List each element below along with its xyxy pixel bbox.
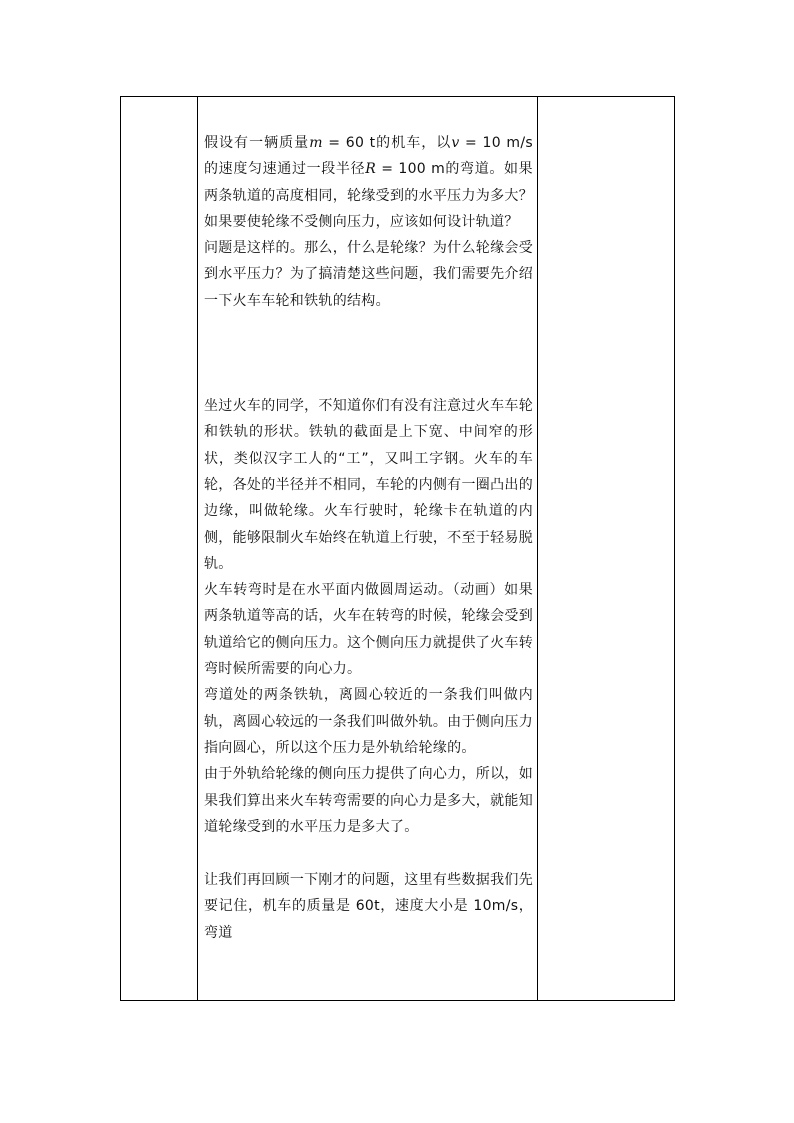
left-empty-cell xyxy=(121,97,198,1001)
radius-symbol: R xyxy=(365,161,377,178)
velocity-symbol: v xyxy=(451,135,460,151)
wheel-rail-paragraph: 坐过火车的同学，不知道你们有没有注意过火车车轮和铁轨的形状。铁轨的截面是上下宽、中间窄的形状，类似汉字工人的“工”，又叫工字钢。火车的车轮，各处的半径并不相同，车轮的内侧有一圈凸出的边缘，叫做轮缘。火车行驶时，轮缘卡在轨道的内侧，能够限制火车始终在轨道上行驶，不至于轻易脱轨。 xyxy=(204,398,533,572)
content-cell xyxy=(198,97,538,1001)
inner-outer-rail-paragraph: 弯道处的两条铁轨，离圆心较近的一条我们叫做内轨，离圆心较远的一条我们叫做外轨。由于侧向压力指向圆心，所以这个压力是外轨给轮缘的。 xyxy=(204,687,533,756)
right-empty-cell xyxy=(538,97,675,1001)
table-row xyxy=(121,97,675,1001)
problem-paragraph: 假设有一辆质量m = 60 t的机车，以v = 10 m/s的速度匀速通过一段半径R = 100 m的弯道。如果两条轨道的高度相同，轮缘受到的水平压力为多大？如果要使轮缘不受侧向压力，应该如何设计轨道？ xyxy=(204,135,533,230)
intro-paragraph: 问题是这样的。那么，什么是轮缘？为什么轮缘会受到水平压力？为了搞清楚这些问题，我们需要先介绍一下火车车轮和铁轨的结构。 xyxy=(204,240,533,309)
velocity-value: = 10 m/s xyxy=(459,135,533,151)
content-text xyxy=(198,97,537,946)
spacer xyxy=(204,314,533,393)
mass-symbol: m xyxy=(309,135,323,151)
radius-value: = 100 m xyxy=(376,161,446,178)
centripetal-paragraph: 由于外轨给轮缘的侧向压力提供了向心力，所以，如果我们算出来火车转弯需要的向心力是多大，就能知道轮缘受到的水平压力是多大了。 xyxy=(204,766,533,835)
lesson-table xyxy=(120,96,675,1001)
spacer xyxy=(204,840,533,867)
review-paragraph: 让我们再回顾一下刚才的问题，这里有些数据我们先要记住，机车的质量是 60t，速度大小是 10m/s，弯道 xyxy=(204,872,533,941)
turning-paragraph: 火车转弯时是在水平面内做圆周运动。（动画）如果两条轨道等高的话，火车在转弯的时候，轮缘会受到轨道给它的侧向压力。这个侧向压力就提供了火车转弯时候所需要的向心力。 xyxy=(204,582,533,678)
mass-value: = 60 t xyxy=(322,135,376,151)
